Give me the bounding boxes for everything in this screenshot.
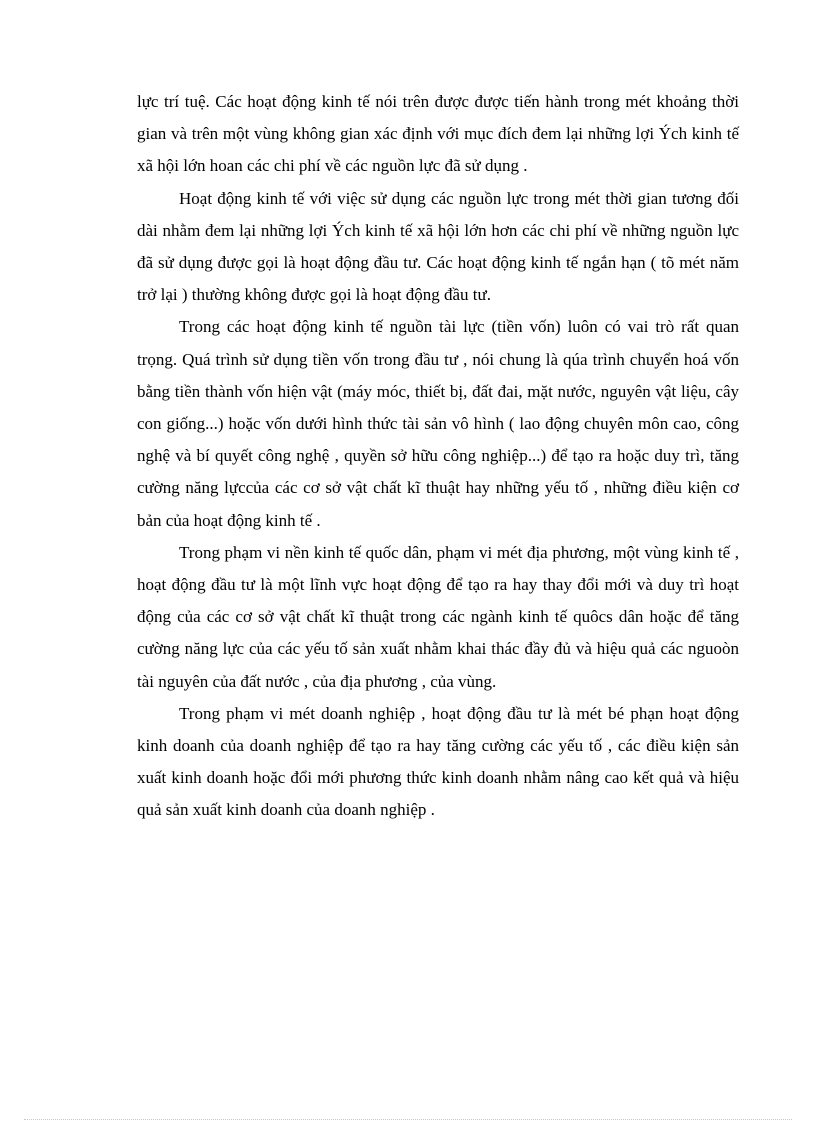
- document-body: [137, 86, 739, 827]
- paragraph-national-scope: Trong phạm vi nền kinh tế quốc dân, phạm vi mét địa phương, một vùng kinh tế , hoạt động đầu tư là một lĩnh vực hoạt động để tạo ra hay thay đổi mới và duy trì hoạt động của các cơ sở vật chất kĩ thuật trong các ngành kinh tế quôcs dân hoặc để tăng cường năng lực của các yếu tố sản xuất nhằm khai thác đầy đủ và hiệu quả các nguoòn tài nguyên của đất nước , của địa phương , của vùng.: [137, 542, 739, 691]
- paragraph-continuation: lực trí tuệ. Các hoạt động kinh tế nói trên được được tiến hành trong mét khoảng thời gian và trên một vùng không gian xác định với mục đích đem lại những lợi Ých kinh tế xã hội lớn hoan các chi phí về các nguồn lực đã sử dụng .: [137, 92, 739, 176]
- paragraph-enterprise-scope: Trong phạm vi mét doanh nghiệp , hoạt động đầu tư là mét bé phạn hoạt động kinh doanh của doanh nghiệp để tạo ra hay tăng cường các yếu tố , các điều kiện sản xuất kinh doanh hoặc đổi mới phương thức kinh doanh nhằm nâng cao kết quả và hiệu quả sản xuất kinh doanh của doanh nghiệp .: [137, 703, 739, 820]
- paragraph-capital-role: Trong các hoạt động kinh tế nguồn tài lực (tiền vốn) luôn có vai trò rất quan trọng. Quá trình sử dụng tiền vốn trong đầu tư , nói chung là qúa trình chuyển hoá vốn bằng tiền thành vốn hiện vật (máy móc, thiết bị, đất đai, mặt nước, nguyên vật liệu, cây con giống...) hoặc vốn dưới hình thức tài sản vô hình ( lao động chuyên môn cao, công nghệ và bí quyết công nghệ , quyền sở hữu công nghiệp...) để tạo ra hoặc duy trì, tăng cường năng lựccủa các cơ sở vật chất kĩ thuật hay những yếu tố , những điều kiện cơ bản của hoạt động kinh tế .: [137, 317, 739, 530]
- page-bottom-divider: [24, 1119, 792, 1120]
- paragraph-investment-definition: Hoạt động kinh tế với việc sử dụng các nguồn lực trong mét thời gian tương đối dài nhằm đem lại những lợi Ých kinh tế xã hội lớn hơn các chi phí về những nguồn lực đã sử dụng được gọi là hoạt động đầu tư. Các hoạt động kinh tế ngắn hạn ( tõ mét năm trở lại ) thường không được gọi là hoạt động đầu tư.: [137, 188, 739, 305]
